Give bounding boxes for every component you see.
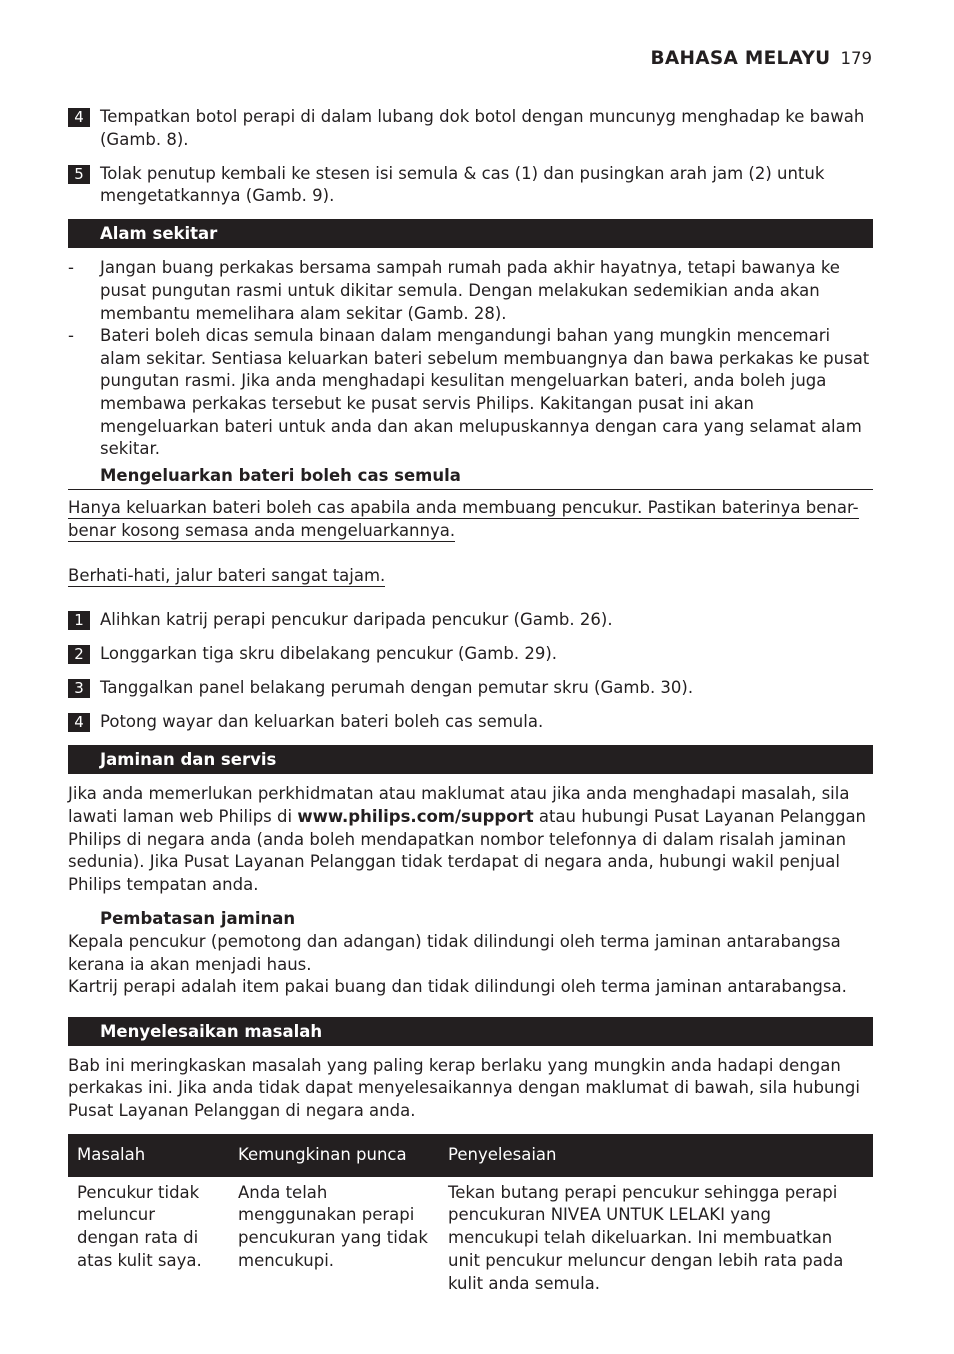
troubleshooting-intro: Bab ini meringkaskan masalah yang paling kerap berlaku yang mungkin anda hadapi dengan perkakas ini. Jika anda tidak dapat menyelesaikannya dengan maklumat di bawah, sila hubungi Pusat Layanan Pelanggan di negara anda. xyxy=(68,1055,860,1120)
step-text: Tanggalkan panel belakang perumah dengan pemutar skru (Gamb. 30). xyxy=(100,678,694,698)
cell-problem: Pencukur tidak meluncur dengan rata di atas kulit saya. xyxy=(68,1176,229,1295)
bullet-dash: - xyxy=(68,326,74,346)
warning-text: Hanya keluarkan bateri boleh cas apabila anda membuang pencukur. Pastikan baterinya benar-benar kosong semasa anda mengeluarkannya. xyxy=(68,498,859,540)
battery-warning xyxy=(68,497,873,542)
list-item xyxy=(68,325,873,461)
page-content xyxy=(68,106,873,1296)
table-row xyxy=(68,1176,873,1295)
step-text: Longgarkan tiga skru dibelakang pencukur (Gamb. 29). xyxy=(100,644,558,664)
column-header-cause: Kemungkinan punca xyxy=(229,1134,439,1177)
step-item xyxy=(68,163,873,208)
step-text: Alihkan katrij perapi pencukur daripada pencukur (Gamb. 26). xyxy=(100,610,613,630)
page-number: 179 xyxy=(840,49,872,68)
list-item-text: Jangan buang perkakas bersama sampah rumah pada akhir hayatnya, tetapi bawanya ke pusat pungutan rasmi untuk dikitar semula. Dengan melakukan sedemikian anda akan membantu memelihara alam sekitar (Gamb. 28). xyxy=(100,258,840,323)
step-text: Potong wayar dan keluarkan bateri boleh cas semula. xyxy=(100,712,544,732)
section-heading-troubleshooting: Menyelesaikan masalah xyxy=(68,1017,873,1046)
step-text: Tolak penutup kembali ke stesen isi semula & cas (1) dan pusingkan arah jam (2) untuk mengetatkannya (Gamb. 9). xyxy=(100,163,825,206)
restrictions-text-2: Kartrij perapi adalah item pakai buang dan tidak dilindungi oleh terma jaminan antarabangsa. xyxy=(68,977,847,997)
caution-text: Berhati-hati, jalur bateri sangat tajam. xyxy=(68,565,386,585)
step-number: 1 xyxy=(68,611,90,630)
page-header xyxy=(650,48,872,69)
section-heading-warranty: Jaminan dan servis xyxy=(68,745,873,774)
step-number: 2 xyxy=(68,645,90,664)
step-number: 5 xyxy=(68,165,90,184)
warranty-paragraph xyxy=(68,783,873,896)
cell-cause: Anda telah menggunakan perapi pencukuran yang tidak mencukupi. xyxy=(229,1176,439,1295)
step-item xyxy=(68,677,873,700)
step-number: 3 xyxy=(68,679,90,698)
support-link[interactable]: www.philips.com/support xyxy=(297,807,534,827)
environment-list xyxy=(68,257,873,460)
step-item xyxy=(68,609,873,632)
troubleshooting-table xyxy=(68,1134,873,1296)
column-header-problem: Masalah xyxy=(68,1134,229,1177)
step-item xyxy=(68,643,873,666)
warranty-text-end: atau hubungi Pusat Layanan Pelanggan Philips di negara anda (anda boleh mendapatkan nombor telefonnya di dalam risalah jaminan sedunia). Jika Pusat Layanan Pelanggan tidak terdapat di negara anda, hubungi wakil penjual Philips tempatan anda. xyxy=(68,807,867,894)
restrictions-heading: Pembatasan jaminan xyxy=(100,909,296,929)
step-item xyxy=(68,106,873,151)
list-item xyxy=(68,257,873,325)
step-item xyxy=(68,711,873,734)
table-header-row xyxy=(68,1134,873,1177)
step-text: Tempatkan botol perapi di dalam lubang dok botol dengan muncunyg menghadap ke bawah (Gamb. 8). xyxy=(100,107,865,149)
step-number: 4 xyxy=(68,713,90,732)
restrictions-text-1: Kepala pencukur (pemotong dan adangan) tidak dilindungi oleh terma jaminan antarabangsa kerana ia akan menjadi haus. xyxy=(68,932,841,974)
column-header-solution: Penyelesaian xyxy=(439,1134,873,1177)
battery-caution xyxy=(68,565,873,588)
section-heading-environment: Alam sekitar xyxy=(68,219,873,248)
section-heading-battery: Mengeluarkan bateri boleh cas semula xyxy=(68,465,873,491)
list-item-text: Bateri boleh dicas semula binaan dalam mengandungi bahan yang mungkin mencemari alam sekitar. Sentiasa keluarkan bateri sebelum membuangnya dan bawa perkakas ke pusat pungutan rasmi. Jika anda menghadapi kesulitan mengeluarkan bateri, anda boleh juga membawa perkakas tersebut ke pusat servis Philips. Kakitangan pusat ini akan mengeluarkan bateri untuk anda dan akan melupuskannya dengan cara yang selamat alam sekitar. xyxy=(100,326,870,459)
bullet-dash: - xyxy=(68,258,74,278)
language-title: BAHASA MELAYU xyxy=(650,48,831,69)
step-number: 4 xyxy=(68,108,90,127)
cell-solution: Tekan butang perapi pencukur sehingga perapi pencukuran NIVEA UNTUK LELAKI yang mencukupi telah dikeluarkan. Ini membuatkan unit pencukur meluncur dengan lebih rata pada kulit anda semula. xyxy=(439,1176,873,1295)
warranty-text-start: Jika anda memerlukan perkhidmatan atau maklumat atau jika anda menghadapi masalah, sila lawati laman web Philips di xyxy=(68,784,850,827)
